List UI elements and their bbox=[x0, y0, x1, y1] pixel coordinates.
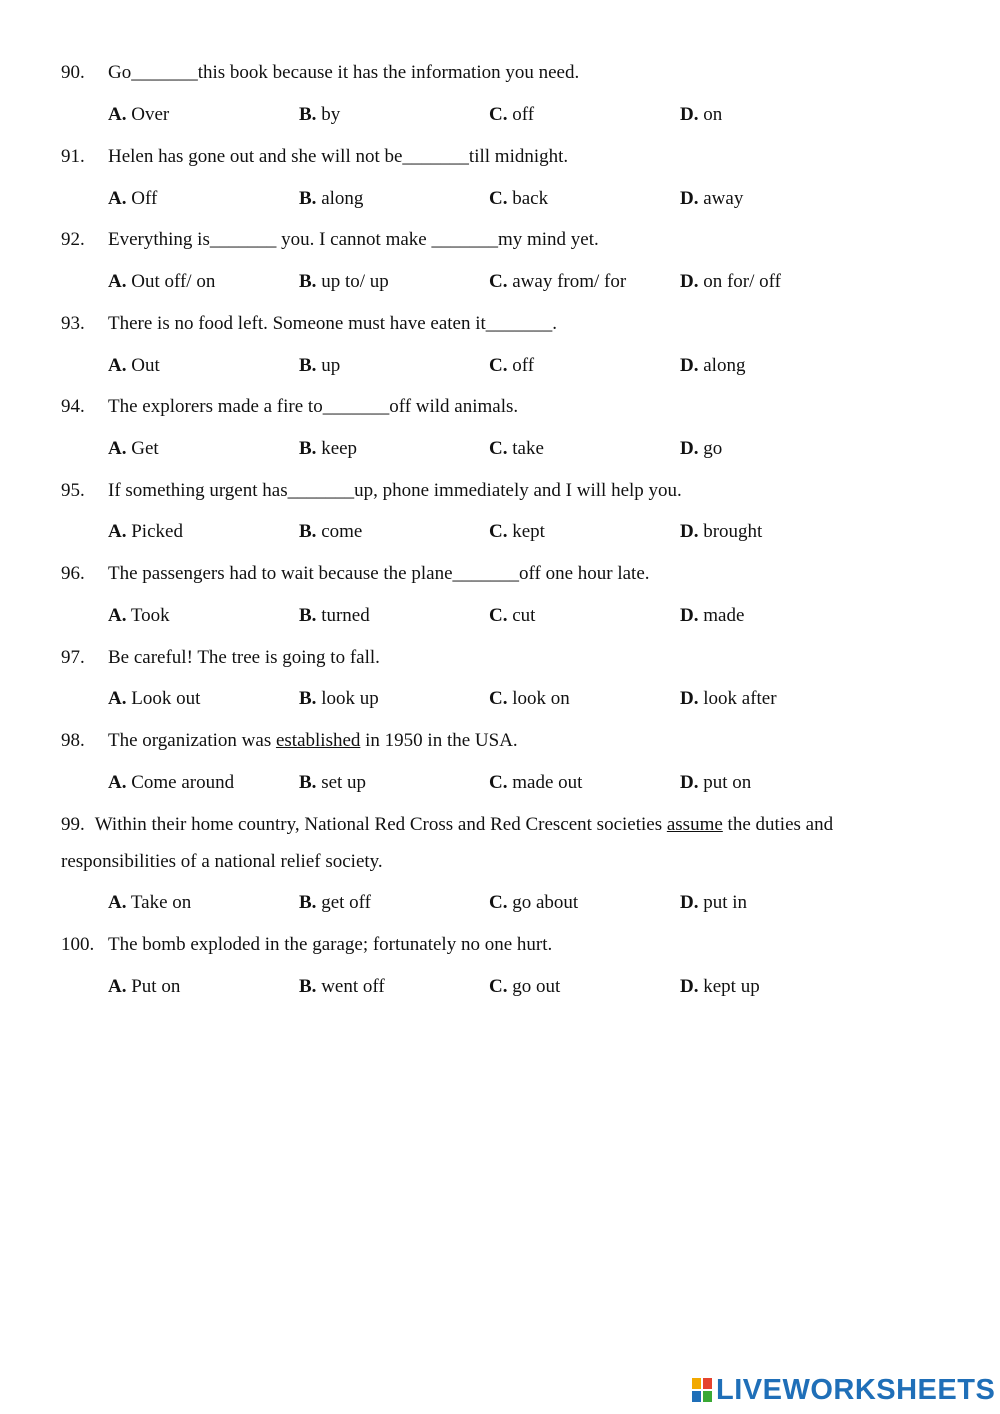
question-100 bbox=[61, 934, 941, 956]
question-95 bbox=[61, 480, 941, 502]
option-a[interactable]: A. Come around bbox=[108, 772, 235, 793]
option-b[interactable]: B. by bbox=[299, 104, 341, 125]
option-a[interactable]: A. Look out bbox=[108, 688, 201, 709]
option-c[interactable]: C. cut bbox=[489, 605, 536, 626]
question-number: 98. bbox=[61, 730, 85, 751]
option-a[interactable]: A. Picked bbox=[108, 521, 183, 542]
question-97 bbox=[61, 647, 941, 669]
question-number: 100. bbox=[61, 934, 95, 955]
option-b[interactable]: B. come bbox=[299, 521, 363, 542]
option-b[interactable]: B. get off bbox=[299, 892, 371, 913]
option-a[interactable]: A. Out bbox=[108, 355, 160, 376]
underlined-word: established bbox=[275, 730, 361, 751]
question-text: Go_______this book because it has the information you need. bbox=[108, 62, 580, 83]
option-a[interactable]: A. Get bbox=[108, 438, 159, 459]
question-number: 97. bbox=[61, 647, 85, 668]
option-d[interactable]: D. go bbox=[680, 438, 723, 459]
question-96 bbox=[61, 563, 941, 585]
question-92 bbox=[61, 229, 941, 251]
question-text: The explorers made a fire to_______off wild animals. bbox=[108, 396, 519, 417]
option-b[interactable]: B. along bbox=[299, 188, 364, 209]
question-number: 90. bbox=[61, 62, 85, 83]
option-c[interactable]: C. go out bbox=[489, 976, 561, 997]
logo-block-1 bbox=[692, 1378, 701, 1389]
underlined-word: assume bbox=[666, 814, 723, 835]
option-b[interactable]: B. went off bbox=[299, 976, 385, 997]
question-text: If something urgent has_______up, phone immediately and I will help you. bbox=[108, 480, 682, 501]
logo-block-3 bbox=[692, 1391, 701, 1402]
question-text: The passengers had to wait because the plane_______off one hour late. bbox=[108, 563, 650, 584]
logo-block-4 bbox=[703, 1391, 712, 1402]
option-a[interactable]: A. Over bbox=[108, 104, 170, 125]
option-a[interactable]: A. Off bbox=[108, 188, 158, 209]
question-number: 94. bbox=[61, 396, 85, 417]
option-c[interactable]: C. off bbox=[489, 355, 535, 376]
option-b[interactable]: B. up to/ up bbox=[299, 271, 389, 292]
question-98 bbox=[61, 730, 941, 752]
option-d[interactable]: D. on for/ off bbox=[680, 271, 781, 292]
logo-text: LIVEWORKSHEETS bbox=[716, 1373, 996, 1406]
option-d[interactable]: D. away bbox=[680, 188, 744, 209]
option-d[interactable]: D. brought bbox=[680, 521, 763, 542]
option-d[interactable]: D. on bbox=[680, 104, 723, 125]
option-c[interactable]: C. away from/ for bbox=[489, 271, 627, 292]
liveworksheets-logo[interactable] bbox=[692, 1374, 995, 1406]
question-94 bbox=[61, 396, 941, 418]
option-d[interactable]: D. put on bbox=[680, 772, 752, 793]
question-number: 91. bbox=[61, 146, 85, 167]
option-d[interactable]: D. made bbox=[680, 605, 745, 626]
option-d[interactable]: D. kept up bbox=[680, 976, 760, 997]
question-text: The bomb exploded in the garage; fortunately no one hurt. bbox=[108, 934, 553, 955]
option-c[interactable]: C. take bbox=[489, 438, 544, 459]
option-c[interactable]: C. look on bbox=[489, 688, 570, 709]
option-b[interactable]: B. keep bbox=[299, 438, 358, 459]
question-text: The organization was established in 1950 in the USA. bbox=[108, 730, 518, 751]
option-a[interactable]: A. Out off/ on bbox=[108, 271, 216, 292]
option-b[interactable]: B. look up bbox=[299, 688, 379, 709]
option-b[interactable]: B. up bbox=[299, 355, 341, 376]
question-text: Everything is_______ you. I cannot make _______my mind yet. bbox=[108, 229, 599, 250]
question-93 bbox=[61, 313, 941, 335]
question-90 bbox=[61, 62, 941, 84]
question-99 bbox=[61, 806, 931, 880]
question-text: Within their home country, National Red Cross and Red Crescent societies assume the duties and responsibilities of a national relief society. bbox=[61, 814, 834, 872]
question-number: 96. bbox=[61, 563, 85, 584]
question-number: 99. bbox=[61, 814, 85, 835]
option-a[interactable]: A. Take on bbox=[108, 892, 192, 913]
option-d[interactable]: D. along bbox=[680, 355, 746, 376]
logo-block-2 bbox=[703, 1378, 712, 1389]
option-c[interactable]: C. kept bbox=[489, 521, 545, 542]
option-a[interactable]: A. Put on bbox=[108, 976, 181, 997]
option-a[interactable]: A. Took bbox=[108, 605, 170, 626]
option-b[interactable]: B. turned bbox=[299, 605, 370, 626]
liveworksheets-logo-icon bbox=[692, 1378, 712, 1402]
option-c[interactable]: C. back bbox=[489, 188, 549, 209]
option-c[interactable]: C. off bbox=[489, 104, 535, 125]
option-c[interactable]: C. go about bbox=[489, 892, 579, 913]
question-number: 93. bbox=[61, 313, 85, 334]
question-number: 95. bbox=[61, 480, 85, 501]
option-b[interactable]: B. set up bbox=[299, 772, 367, 793]
question-text: Be careful! The tree is going to fall. bbox=[108, 647, 380, 668]
question-91 bbox=[61, 146, 941, 168]
option-d[interactable]: D. look after bbox=[680, 688, 777, 709]
question-number: 92. bbox=[61, 229, 85, 250]
question-text: There is no food left. Someone must have eaten it_______. bbox=[108, 313, 558, 334]
option-d[interactable]: D. put in bbox=[680, 892, 748, 913]
question-text: Helen has gone out and she will not be_______till midnight. bbox=[108, 146, 569, 167]
option-c[interactable]: C. made out bbox=[489, 772, 583, 793]
